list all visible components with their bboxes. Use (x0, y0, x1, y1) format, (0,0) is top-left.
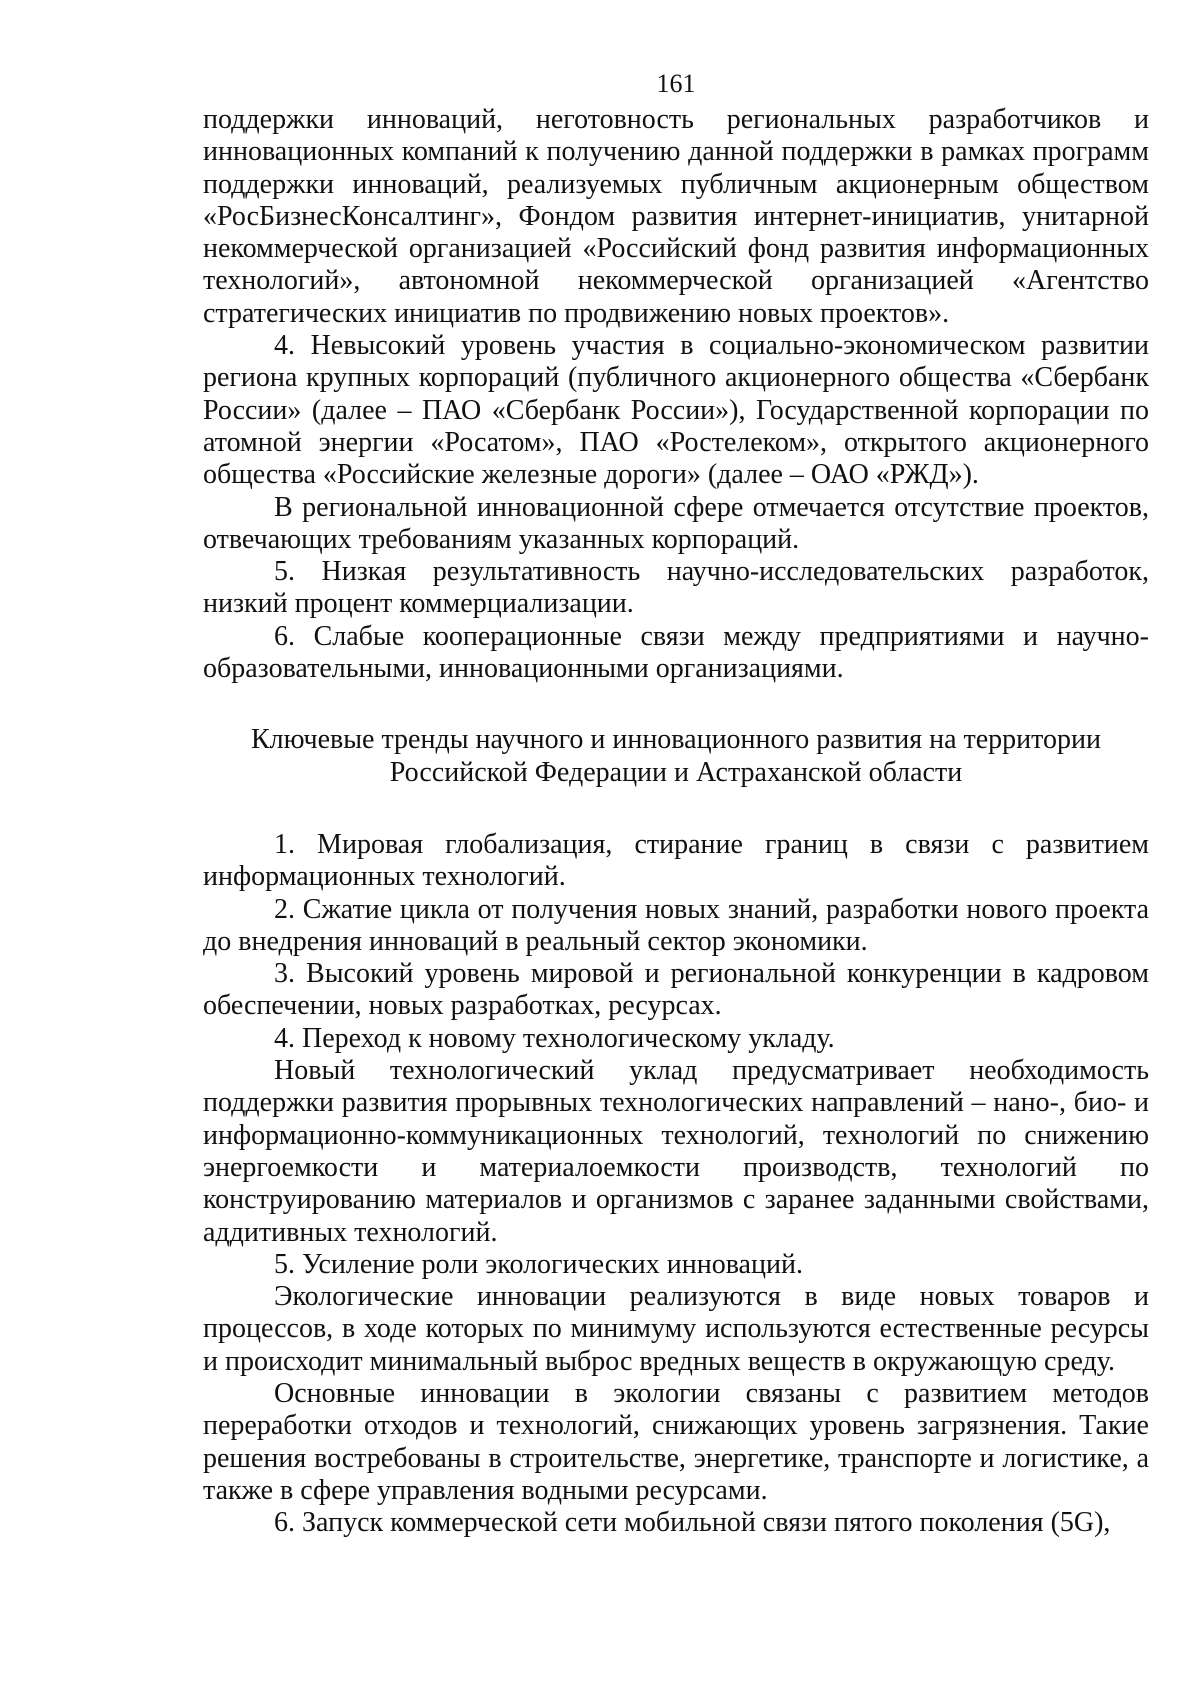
page-number: 161 (656, 69, 696, 98)
section-title: Ключевые тренды научного и инновационного развития на территории Российской Федерации и Астраханской области (251, 724, 1101, 788)
paragraph-item-5-effectiveness: 5. Низкая результативность научно-исследовательских разработок, низкий процент коммерциализации. (203, 556, 1149, 620)
trend-item-3-competition: 3. Высокий уровень мировой и региональной конкуренции в кадровом обеспечении, новых разработках, ресурсах. (203, 958, 1149, 1022)
paragraph-continuation: поддержки инноваций, неготовность региональных разработчиков и инновационных компаний к получению данной поддержки в рамках программ поддержки инноваций, реализуемых публичным акционерным обществом «РосБизнесКонсалтинг», Фондом развития интернет-инициатив, унитарной некоммерческой организацией «Российский фонд развития информационных технологий», автономной некоммерческой организацией «Агентство стратегических инициатив по продвижению новых проектов». (203, 104, 1149, 329)
trend-item-6-5g: 6. Запуск коммерческой сети мобильной связи пятого поколения (5G), (274, 1507, 1111, 1539)
paragraph-technological-mode: Новый технологический уклад предусматривает необходимость поддержки развития прорывных технологических направлений – нано-, био- и информационно-коммуникационных технологий, технологий по снижению энергоемкости и материалоемкости производств, технологий по конструированию материалов и организмов с заранее заданными свойствами, аддитивных технологий. (203, 1055, 1149, 1248)
paragraph-item-4-corporations: 4. Невысокий уровень участия в социально-экономическом развитии региона крупных корпораций (публичного акционерного общества «Сбербанк России» (далее – ПАО «Сбербанк России»), Государственной корпорации по атомной энергии «Росатом», ПАО «Ростелеком», открытого акционерного общества «Российские железные дороги» (далее – ОАО «РЖД»). (203, 330, 1149, 491)
trend-item-1-globalization: 1. Мировая глобализация, стирание границ в связи с развитием информационных технологий. (203, 828, 1149, 893)
paragraph-ecology-main: Основные инновации в экологии связаны с развитием методов переработки отходов и технологий, снижающих уровень загрязнения. Такие решения востребованы в строительстве, энергетике, транспорте и логистике, а также в сфере управления водными ресурсами. (203, 1377, 1149, 1506)
trend-item-5-ecological: 5. Усиление роли экологических инноваций. (274, 1248, 803, 1280)
trend-item-4-technological-mode: 4. Переход к новому технологическому укладу. (274, 1022, 835, 1054)
trend-item-2-cycle: 2. Сжатие цикла от получения новых знаний, разработки нового проекта до внедрения инноваций в реальный сектор экономики. (203, 893, 1149, 957)
paragraph-ecological-innovations: Экологические инновации реализуются в виде новых товаров и процессов, в ходе которых по минимуму используются естественные ресурсы и происходит минимальный выброс вредных веществ в окружающую среду. (203, 1281, 1149, 1377)
paragraph-item-6-cooperation: 6. Слабые кооперационные связи между предприятиями и научно-образовательными, инновационными организациями. (203, 620, 1149, 685)
paragraph-regional-sphere: В региональной инновационной сфере отмечается отсутствие проектов, отвечающих требованиям указанных корпораций. (203, 491, 1149, 555)
document-page (203, 68, 1149, 1539)
